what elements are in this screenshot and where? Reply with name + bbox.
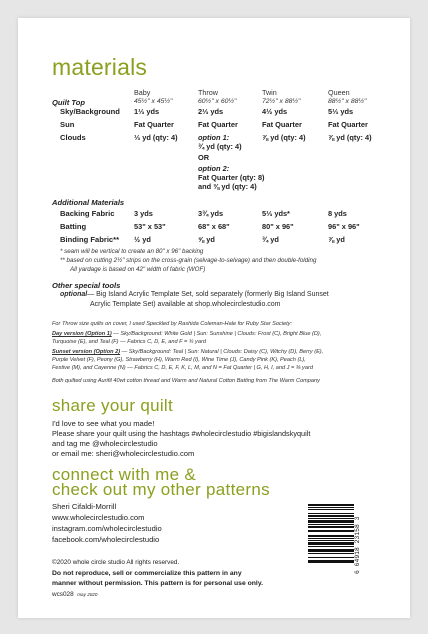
pattern-date: may 2020 [77,592,98,597]
cell-clouds-twin: ⅞ yd (qty: 4) [262,133,306,142]
throw-clouds-option1-value: ¾ yd (qty: 4) [198,142,242,151]
connect-title-line1: connect with me & [52,465,196,484]
barcode-bars [308,504,354,586]
cell-binding-queen: ⅞ yd [328,235,345,244]
size-dims-baby: 45½" x 45½" [134,98,173,105]
warning-line2: manner without permission. This pattern is for personal use only. [52,580,263,587]
connect-instagram-link[interactable]: instagram.com/wholecirclestudio [52,524,162,533]
tools-optional-label: optional [60,291,88,298]
materials-title: materials [52,54,148,80]
share-title: share your quilt [52,396,174,415]
quilt-top-label: Quilt Top [52,98,86,107]
copyright-text: ©2020 whole circle studio All rights reserved. [52,559,180,566]
throw-clouds-option2-line1: Fat Quarter (qty: 8) [198,173,265,182]
size-header-baby: Baby [134,88,151,97]
day-version-text: — Sky/Background: White Gold | Sun: Sunshine | Clouds: Frost (C), Bright Blue (D), [111,331,322,337]
cell-sky-twin: 4½ yds [262,107,288,116]
row-label-backing: Backing Fabric [60,209,115,218]
pattern-back-page [18,18,410,618]
cell-batting-twin: 80" x 96" [262,222,294,231]
sunset-version-label: Sunset version (Option 2) [52,349,121,355]
connect-name: Sheri Cifaldi-Morrill [52,502,117,511]
connect-title-line2: check out my other patterns [52,480,270,499]
cell-backing-baby: 3 yds [134,209,153,218]
size-header-twin: Twin [262,88,277,97]
cell-sky-queen: 5⅓ yds [328,107,354,116]
tools-line1-text: — Big Island Acrylic Template Set, sold separately (formerly Big Island Sunset [87,291,329,298]
connect-facebook-link[interactable]: facebook.com/wholecirclestudio [52,535,160,544]
sunset-version-line3: Festive (M), and Cayenne (N) — Fabrics C, D, E, F, K, L, M, and N = Fat Quarter | G, H, I, and J = ⅜ yard [52,365,313,371]
cell-binding-baby: ½ yd [134,235,151,244]
size-header-queen: Queen [328,88,350,97]
cell-batting-throw: 68" x 68" [198,222,230,231]
day-version-label: Day version (Option 1) [52,331,112,337]
cell-clouds-queen: ⅞ yd (qty: 4) [328,133,372,142]
footer-code-line [52,591,97,598]
cell-batting-baby: 53" x 53" [134,222,166,231]
barcode [308,504,366,586]
throw-clouds-option2-label: option 2: [198,164,230,173]
other-tools-label: Other special tools [52,281,121,290]
cell-backing-throw: 3¾ yds [198,209,224,218]
warning-line1: Do not reproduce, sell or commercialize this pattern in any [52,570,242,577]
pattern-code: wcs028 [52,591,74,598]
day-version-line1 [52,331,321,337]
note-wof: All yardage is based on 42" width of fabric (WOF) [70,266,206,273]
share-line4: or email me: sheri@wholecirclestudio.com [52,449,195,458]
share-line1: I'd love to see what you made! [52,419,155,428]
barcode-number: 6 64918 23158 3 [354,516,361,574]
connect-website-link[interactable]: www.wholecirclestudio.com [52,513,145,522]
share-line2: Please share your quilt using the hashtags #wholecirclestudio #bigislandskyquilt [52,429,311,438]
quilting-note: Both quilted using Aurifil 40wt cotton thread and Warm and Natural Cotton Batting from The Warm Company [52,378,320,384]
throw-clouds-option2-line2: and ⅜ yd (qty: 4) [198,182,257,191]
row-label-clouds: Clouds [60,133,86,142]
cell-backing-queen: 8 yds [328,209,347,218]
cell-backing-twin: 5⅓ yds* [262,209,290,218]
share-line3: and tag me @wholecirclestudio [52,439,158,448]
cell-sky-throw: 2⅓ yds [198,107,224,116]
note-backing-seam: * seam will be vertical to create an 80" x 96" backing [60,248,204,255]
cell-sun-baby: Fat Quarter [134,120,174,129]
tools-line2: Acrylic Template Set) available at shop.wholecirclestudio.com [90,301,281,308]
cell-batting-queen: 96" x 96" [328,222,360,231]
fabric-intro: For Throw size quilts on cover, I used Speckled by Rashida Coleman-Hale for Ruby Star Society: [52,321,293,327]
note-binding-strips: ** based on cutting 2½" strips on the cross-grain (selvage-to-selvage) and then double-folding [60,257,317,264]
cell-sun-throw: Fat Quarter [198,120,238,129]
cell-binding-twin: ¾ yd [262,235,279,244]
row-label-binding: Binding Fabric** [60,235,120,244]
cell-sky-baby: 1⅓ yds [134,107,160,116]
cell-sun-queen: Fat Quarter [328,120,368,129]
tools-line1 [60,291,329,298]
sunset-version-text: — Sky/Background: Teal | Sun: Natural | Clouds: Daisy (C), Witchy (D), Berry (E), [120,349,324,355]
row-label-sun: Sun [60,120,75,129]
barcode-stripe [308,563,354,564]
size-dims-queen: 88½" x 88½" [328,98,367,105]
cell-binding-throw: ⅝ yd [198,235,215,244]
cell-sun-twin: Fat Quarter [262,120,302,129]
throw-clouds-or: OR [198,153,210,162]
size-dims-throw: 60½" x 60½" [198,98,237,105]
row-label-sky: Sky/Background [60,107,120,116]
day-version-line2: Turquoise (E), and Teal (F) — Fabrics C, D, E, and F = ¾ yard [52,339,206,345]
sunset-version-line1 [52,349,323,355]
size-header-throw: Throw [198,88,218,97]
cell-clouds-baby: ⅓ yd (qty: 4) [134,133,178,142]
throw-clouds-option1-label: option 1: [198,133,230,142]
size-dims-twin: 72½" x 88½" [262,98,301,105]
additional-materials-label: Additional Materials [52,198,125,207]
sunset-version-line2: Purple Velvet (F), Peony (G), Strawberry (H), Warm Red (I), Wine Time (J), Candy Pink (K), Peach (L), [52,357,306,363]
row-label-batting: Batting [60,222,87,231]
